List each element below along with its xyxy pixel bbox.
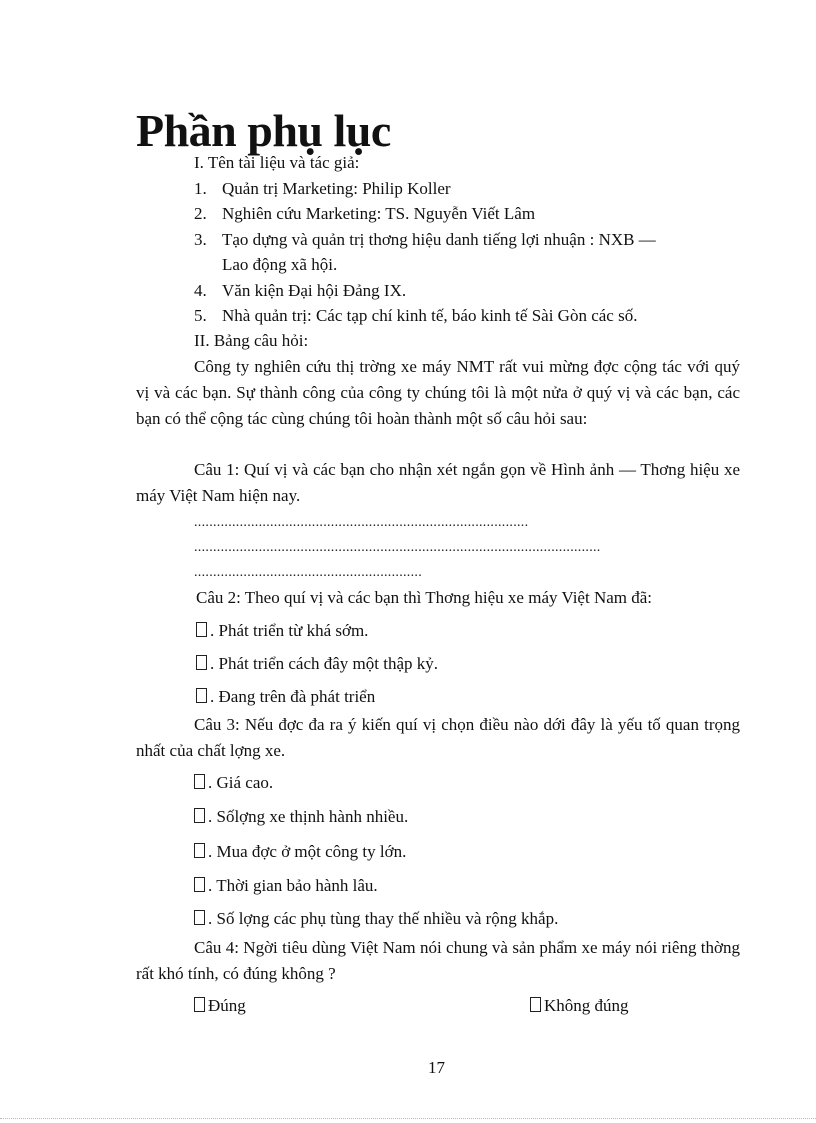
item-number: 4. xyxy=(194,281,207,300)
item-number: 3. xyxy=(194,230,207,249)
q3-option-3[interactable] xyxy=(194,839,406,865)
checkbox-icon[interactable] xyxy=(194,997,205,1012)
option-label: . Giá cao. xyxy=(208,773,274,792)
q3-option-2[interactable] xyxy=(194,804,408,830)
option-label: Không đúng xyxy=(544,996,629,1015)
answer-line-2[interactable]: ........................................................................................................... xyxy=(194,541,601,555)
item-number: 1. xyxy=(194,179,207,198)
q2-option-2[interactable] xyxy=(196,651,438,677)
checkbox-icon[interactable] xyxy=(194,843,205,858)
question-2: Câu 2: Theo quí vị và các bạn thì Thơng hiệu xe máy Việt Nam đã: xyxy=(196,588,653,607)
answer-line-3[interactable]: ............................................................ xyxy=(194,566,422,580)
item-text: Quản trị Marketing: Philip Koller xyxy=(222,179,451,198)
checkbox-icon[interactable] xyxy=(194,877,205,892)
checkbox-icon[interactable] xyxy=(530,997,541,1012)
answer-line-1[interactable]: ........................................................................................ xyxy=(194,516,529,530)
question-1: Câu 1: Quí vị và các bạn cho nhận xét ngắn gọn về Hình ảnh — Thơng hiệu xe máy Việt Nam hiện nay. xyxy=(136,460,740,505)
q3-option-4[interactable] xyxy=(194,873,378,899)
page-number: 17 xyxy=(428,1058,445,1077)
option-label: . Thời gian bảo hành lâu. xyxy=(208,876,378,895)
q3-option-5[interactable] xyxy=(194,906,558,932)
question-3: Câu 3: Nếu đợc đa ra ý kiến quí vị chọn điều nào dới đây là yếu tố quan trọng nhất của chất lợng xe. xyxy=(136,715,740,760)
option-label: . Đang trên đà phát triển xyxy=(210,687,376,706)
reference-item-2 xyxy=(194,201,535,227)
option-label: . Phát triển từ khá sớm. xyxy=(210,621,369,640)
option-label: . Mua đợc ở một công ty lớn. xyxy=(208,842,407,861)
checkbox-icon[interactable] xyxy=(196,622,207,637)
checkbox-icon[interactable] xyxy=(196,655,207,670)
checkbox-icon[interactable] xyxy=(196,688,207,703)
option-label: . Số lợng các phụ tùng thay thế nhiều và rộng khắp. xyxy=(208,909,559,928)
item-text-continuation: Lao động xã hội. xyxy=(222,255,338,274)
item-text: Văn kiện Đại hội Đảng IX. xyxy=(222,281,407,300)
item-text: Tạo dựng và quản trị thơng hiệu danh tiếng lợi nhuận : NXB — xyxy=(222,230,656,249)
page-title: Phần phụ lục xyxy=(136,105,391,156)
checkbox-icon[interactable] xyxy=(194,774,205,789)
checkbox-icon[interactable] xyxy=(194,808,205,823)
checkbox-icon[interactable] xyxy=(194,910,205,925)
q2-option-3[interactable] xyxy=(196,684,375,710)
q4-option-yes[interactable] xyxy=(194,993,246,1019)
reference-item-5 xyxy=(194,303,637,329)
section-2-heading: II. Bảng câu hỏi: xyxy=(194,331,309,350)
item-text: Nghiên cứu Marketing: TS. Nguyễn Viết Lâm xyxy=(222,204,536,223)
option-label: Đúng xyxy=(208,996,246,1015)
q3-option-1[interactable] xyxy=(194,770,273,796)
q4-option-no[interactable] xyxy=(530,993,629,1019)
section-1-heading: I. Tên tài liệu và tác giả: xyxy=(194,153,360,172)
option-label: . Sốlợng xe thịnh hành nhiều. xyxy=(208,807,409,826)
item-number: 2. xyxy=(194,204,207,223)
reference-item-4 xyxy=(194,278,406,304)
item-number: 5. xyxy=(194,306,207,325)
reference-item-3 xyxy=(194,227,740,277)
q2-option-1[interactable] xyxy=(196,618,368,644)
item-text: Nhà quản trị: Các tạp chí kinh tế, báo kinh tế Sài Gòn các số. xyxy=(222,306,638,325)
survey-intro: Công ty nghiên cứu thị trờng xe máy NMT rất vui mừng đợc cộng tác với quý vị và các bạn. Sự thành công của công ty chúng tôi là một nửa ở quý vị và các bạn, các bạn có thể cộng tác cùng chúng tôi hoàn thành một số câu hỏi sau: xyxy=(136,357,740,428)
question-4: Câu 4: Ngời tiêu dùng Việt Nam nói chung và sản phẩm xe máy nói riêng thờng rất khó tính, có đúng không ? xyxy=(136,938,740,983)
page-bottom-divider xyxy=(0,1118,816,1119)
option-label: . Phát triển cách đây một thập kỷ. xyxy=(210,654,439,673)
reference-item-1 xyxy=(194,176,451,202)
